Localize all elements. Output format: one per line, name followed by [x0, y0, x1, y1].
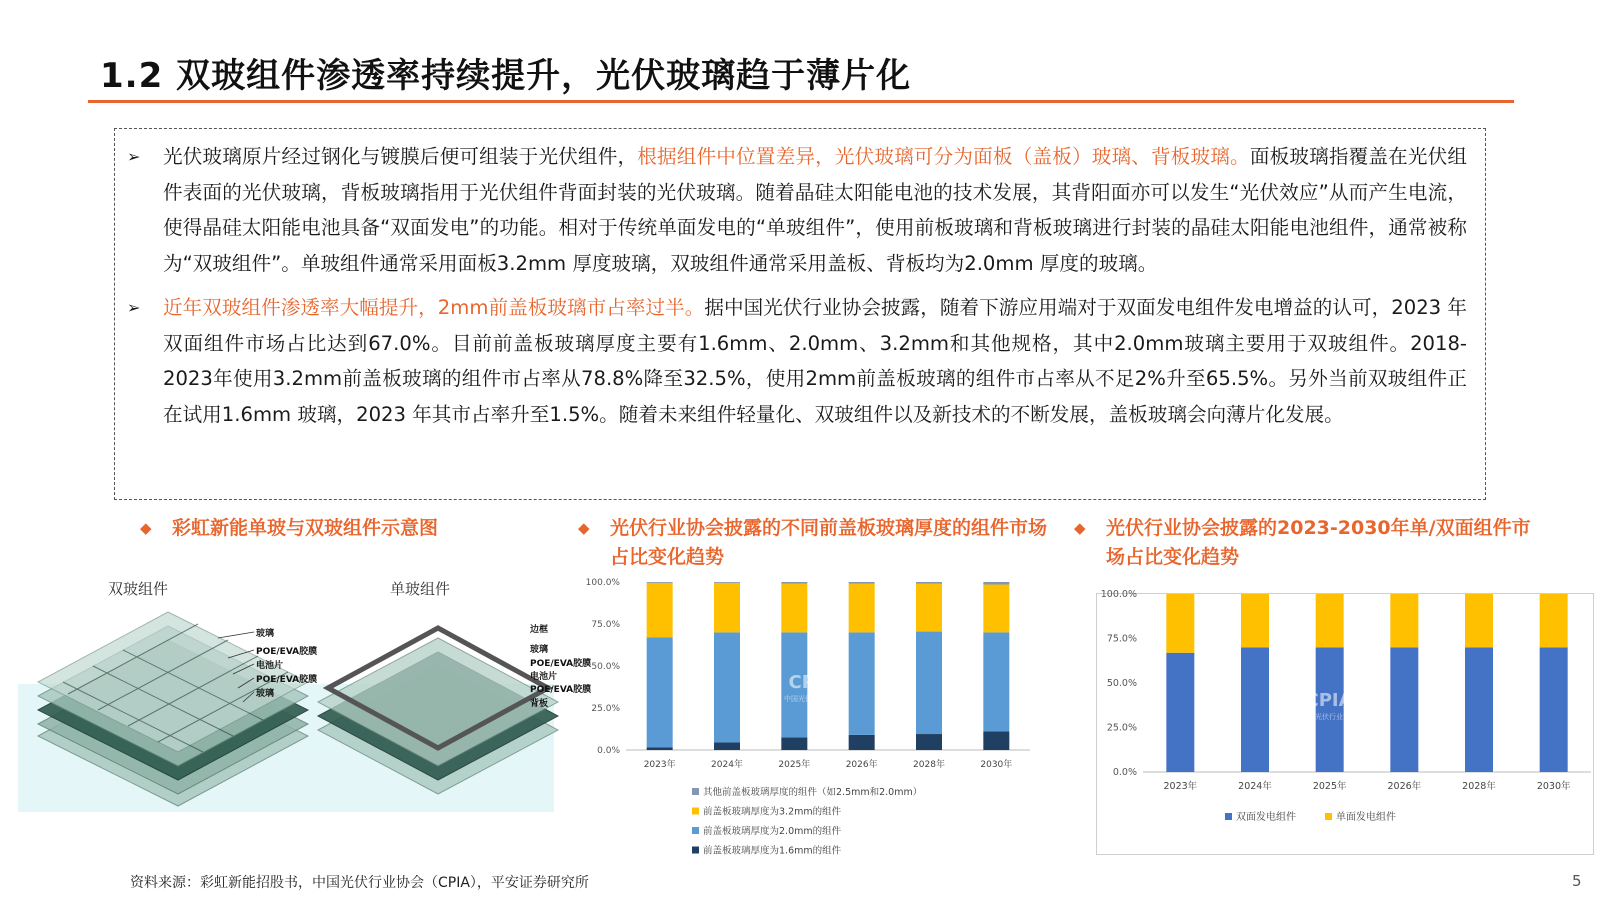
y-tick-label: 75.0%: [591, 620, 620, 630]
x-tick-label: 2030年: [980, 760, 1013, 770]
bifacial-bar-segment: [1540, 594, 1568, 647]
arrow-bullet-icon: ➢: [127, 147, 141, 166]
bifacial-share-chart: [1096, 589, 1594, 855]
watermark-logo: CPIA: [788, 672, 836, 693]
section-title-bifacial-chart: [1074, 514, 1546, 572]
title-divider: [88, 100, 1514, 103]
layer-label: 电池片: [256, 661, 284, 671]
thickness-bar-segment: [781, 584, 807, 633]
bifacial-bar-segment: [1540, 647, 1568, 772]
thickness-bar-segment: [983, 585, 1009, 633]
thickness-bar-segment: [781, 737, 807, 750]
legend-swatch: [692, 788, 699, 795]
thickness-bar-segment: [916, 582, 942, 584]
page-title: 1.2 双玻组件渗透率持续提升，光伏玻璃趋于薄片化: [100, 56, 912, 96]
thickness-bar-segment: [983, 632, 1009, 731]
text-normal: 面板玻璃指覆盖在光伏组件表面的光伏玻璃，背板玻璃指用于光伏组件背面封装的光伏玻璃。随着晶硅太阳能电池的技术发展，其背阳面亦可以发生“光伏效应”从而产生电流，使得晶硅太阳能电池具备“双面发电”的功能。相对于传统单面发电的“单玻组件”，使用前板玻璃和背板玻璃进行封装的晶硅太阳能电池组件，通常被称为“双玻组件”。单玻组件通常采用面板3.2mm 厚度玻璃，双玻组件通常采用盖板、背板均为2.0mm 厚度的玻璃。: [163, 145, 1468, 275]
x-tick-label: 2024年: [711, 760, 743, 770]
layer-label: 边框: [530, 625, 549, 635]
legend-label: 双面发电组件: [1236, 812, 1296, 823]
legend-label: 前盖板玻璃厚度为2.0mm的组件: [703, 826, 842, 837]
x-tick-label: 2028年: [913, 760, 945, 770]
layer-label: 背板: [530, 699, 549, 709]
double-module-label: 双玻组件: [108, 580, 169, 598]
text-normal: 据中国光伏行业协会披露，随着下游应用端对于双面发电组件发电增益的认可，2023 年双面组件市场占比达到67.0%。目前前盖板玻璃厚度主要有1.6mm、2.0mm、3.2mm和其他规格，其中2.0mm玻璃主要用于双玻组件。2018-2023年使用3.2mm前盖板玻璃的组件市占率从78.8%降至32.5%，使用2mm前盖板玻璃的组件市占率从不足2%升至65.5%。另外当前双玻组件正在试用1.6mm 玻璃，2023 年其市占率升至1.5%。随着未来组件轻量化、双玻组件以及新技术的不断发展，盖板玻璃会向薄片化发展。: [163, 296, 1467, 426]
legend-swatch: [692, 827, 699, 834]
x-tick-label: 2028年: [1462, 781, 1496, 792]
thickness-bar-segment: [714, 632, 740, 742]
thickness-bar-segment: [983, 732, 1009, 750]
text-normal: 光伏玻璃原片经过钢化与镀膜后便可组装于光伏组件，: [163, 145, 638, 168]
thickness-bar-segment: [849, 735, 875, 750]
diamond-icon: ◆: [140, 519, 152, 537]
y-tick-label: 0.0%: [597, 746, 620, 756]
bifacial-bar-segment: [1166, 653, 1194, 772]
text-highlight: 近年双玻组件渗透率大幅提升，2mm前盖板玻璃市占率过半。: [163, 296, 705, 319]
x-tick-label: 2025年: [1312, 781, 1347, 792]
paragraph-text: [163, 139, 1467, 281]
thickness-bar-segment: [647, 637, 673, 747]
bifacial-bar-segment: [1465, 594, 1493, 647]
y-tick-label: 25.0%: [1106, 722, 1137, 734]
bifacial-bar-segment: [1241, 647, 1269, 772]
thickness-bar-segment: [781, 582, 807, 584]
summary-box: [114, 128, 1486, 500]
x-tick-label: 2023年: [643, 760, 676, 770]
y-tick-label: 100.0%: [1100, 589, 1137, 600]
diamond-icon: ◆: [1074, 519, 1086, 537]
watermark-subtitle: 中国光伏行业协会: [1301, 713, 1357, 721]
thickness-bar-segment: [714, 742, 740, 750]
legend-label: 前盖板玻璃厚度为3.2mm的组件: [703, 806, 842, 818]
bifacial-share-chart-svg: [1097, 589, 1593, 854]
paragraph-text: [163, 290, 1467, 432]
x-tick-label: 2026年: [845, 760, 878, 770]
module-diagram-svg: [18, 578, 590, 840]
page-number: 5: [1572, 872, 1582, 890]
layer-label: POE/EVA胶膜: [256, 647, 318, 657]
source-note: 资料来源：彩虹新能招股书，中国光伏行业协会（CPIA），平安证券研究所: [130, 875, 589, 891]
thickness-share-chart-svg: [585, 574, 1052, 874]
y-tick-label: 50.0%: [591, 662, 620, 672]
bifacial-bar-segment: [1390, 594, 1418, 647]
bullet-paragraph-2: [127, 290, 1467, 432]
thickness-bar-segment: [849, 632, 875, 734]
layer-label: 玻璃: [530, 645, 549, 655]
layer-label: POE/EVA胶膜: [530, 659, 592, 669]
layer-label: 电池片: [530, 672, 558, 682]
x-tick-label: 2023年: [1163, 781, 1198, 792]
bifacial-bar-segment: [1465, 647, 1493, 772]
x-tick-label: 2025年: [778, 760, 811, 770]
section-title-thickness-chart: [578, 514, 1050, 572]
text-highlight: 根据组件中位置差异，光伏玻璃可分为面板（盖板）玻璃、背板玻璃。: [637, 145, 1250, 168]
legend-swatch: [1325, 813, 1332, 820]
section-title-text: 彩虹新能单玻与双玻组件示意图: [172, 517, 439, 539]
diamond-icon: ◆: [578, 519, 590, 537]
layer-label: 玻璃: [256, 629, 275, 639]
layer-label: POE/EVA胶膜: [256, 675, 318, 685]
thickness-bar-segment: [647, 583, 673, 638]
single-module-label: 单玻组件: [390, 580, 451, 598]
legend-swatch: [692, 847, 699, 854]
y-tick-label: 0.0%: [1112, 767, 1137, 778]
watermark-logo: CPIA: [1305, 690, 1353, 711]
legend-label: 单面发电组件: [1336, 812, 1396, 823]
thickness-bar-segment: [714, 583, 740, 633]
thickness-bar-segment: [849, 584, 875, 633]
bifacial-bar-segment: [1316, 594, 1344, 647]
legend-label: 前盖板玻璃厚度为1.6mm的组件: [703, 845, 842, 857]
y-tick-label: 75.0%: [1106, 633, 1137, 645]
section-title-diagram: [140, 514, 572, 543]
watermark-subtitle: 中国光伏行业协会: [784, 695, 840, 703]
legend-swatch: [692, 808, 699, 815]
x-tick-label: 2030年: [1536, 781, 1571, 792]
legend-label: 其他前盖板玻璃厚度的组件（如2.5mm和2.0mm）: [703, 787, 923, 798]
y-tick-label: 100.0%: [585, 578, 620, 588]
y-tick-label: 50.0%: [1106, 678, 1137, 689]
layer-label: 玻璃: [256, 689, 275, 699]
x-tick-label: 2026年: [1387, 781, 1422, 792]
x-tick-label: 2024年: [1238, 781, 1272, 792]
section-title-text: 光伏行业协会披露的不同前盖板玻璃厚度的组件市场占比变化趋势: [610, 517, 1048, 568]
bifacial-bar-segment: [1166, 594, 1194, 653]
bifacial-bar-segment: [1390, 647, 1418, 772]
thickness-bar-segment: [647, 582, 673, 583]
legend-swatch: [1225, 813, 1232, 820]
thickness-bar-segment: [916, 584, 942, 632]
section-title-text: 光伏行业协会披露的2023-2030年单/双面组件市场占比变化趋势: [1106, 517, 1531, 568]
thickness-bar-segment: [849, 582, 875, 584]
thickness-bar-segment: [916, 734, 942, 750]
thickness-share-chart: [585, 574, 1052, 874]
arrow-bullet-icon: ➢: [127, 298, 141, 317]
bifacial-bar-segment: [1241, 594, 1269, 647]
thickness-bar-segment: [983, 582, 1009, 585]
thickness-bar-segment: [714, 582, 740, 583]
bullet-paragraph-1: [127, 139, 1467, 281]
thickness-bar-segment: [916, 632, 942, 734]
layer-label: POE/EVA胶膜: [530, 685, 592, 695]
y-tick-label: 25.0%: [591, 704, 620, 714]
thickness-bar-segment: [647, 747, 673, 750]
module-diagram: [18, 578, 590, 840]
